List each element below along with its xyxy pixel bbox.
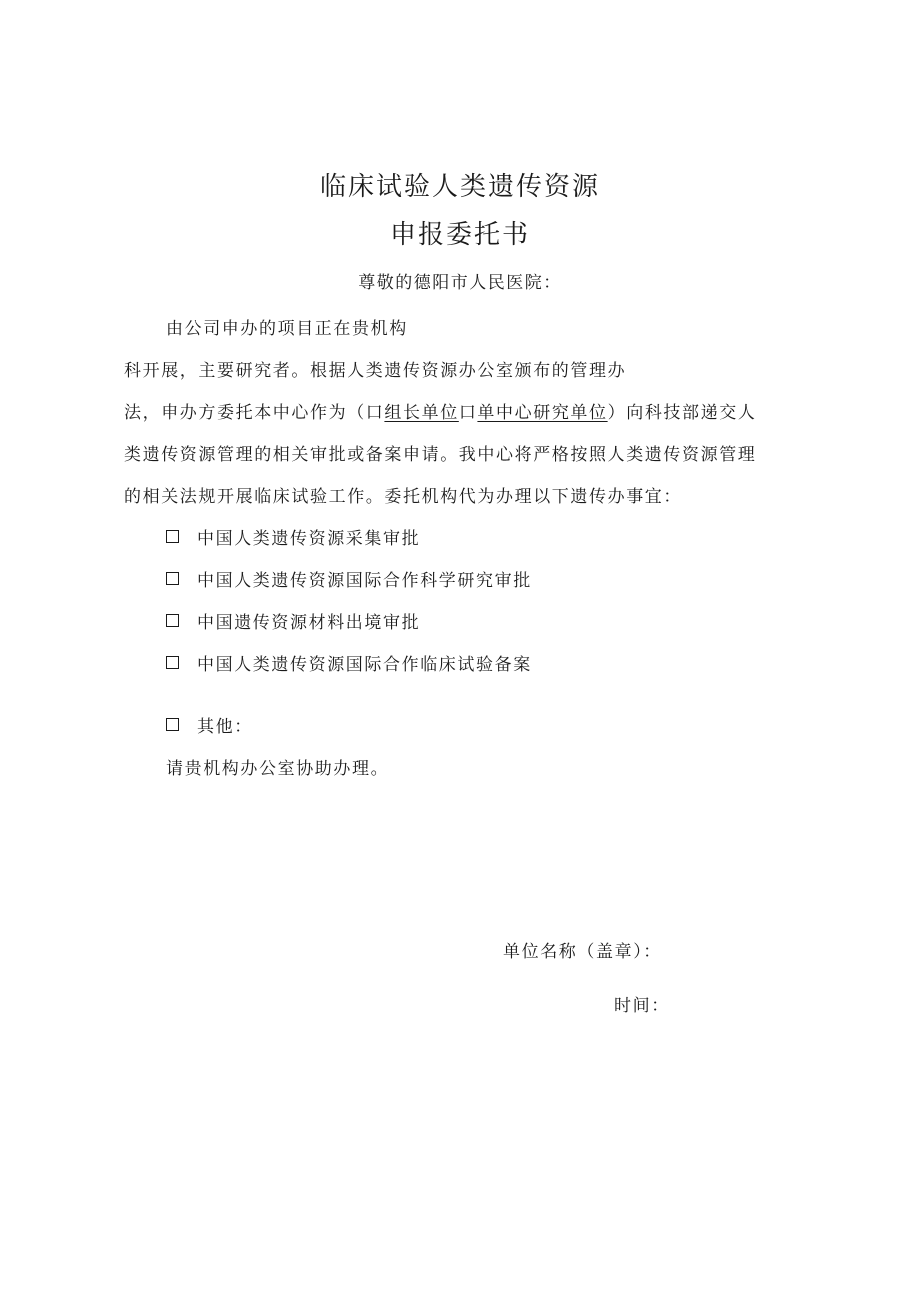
paragraph-line-3-prefix: 法，申办方委托本中心作为（口	[124, 403, 385, 423]
option-label: 中国遗传资源材料出境审批	[197, 613, 421, 633]
checkbox-icon[interactable]	[166, 614, 179, 627]
option-label: 中国人类遗传资源国际合作科学研究审批	[197, 571, 532, 591]
signature-unit-label: 单位名称（盖章）：	[503, 942, 662, 962]
option-label-other: 其他：	[197, 717, 253, 737]
checkbox-icon[interactable]	[166, 718, 179, 731]
salutation: 尊敬的德阳市人民医院：	[358, 273, 562, 293]
option-label: 中国人类遗传资源国际合作临床试验备案	[197, 655, 532, 675]
document-subtitle: 申报委托书	[389, 220, 530, 250]
signature-time-label: 时间：	[614, 996, 670, 1016]
checkbox-icon[interactable]	[166, 572, 179, 585]
leader-unit-option: 组长单位	[384, 403, 459, 423]
document-title: 临床试验人类遗传资源	[319, 172, 600, 202]
checkbox-icon[interactable]	[166, 656, 179, 669]
paragraph-line-1: 由公司申办的项目正在贵机构	[166, 319, 408, 339]
paragraph-line-3-suffix: ）向科技部递交人	[607, 403, 757, 423]
paragraph-line-5: 的相关法规开展临床试验工作。委托机构代为办理以下遗传办事宜：	[124, 487, 682, 507]
option-item	[166, 524, 420, 549]
option-item-other	[166, 712, 253, 737]
closing-line: 请贵机构办公室协助办理。	[166, 759, 390, 779]
checkbox-icon[interactable]	[166, 530, 179, 543]
option-label: 中国人类遗传资源采集审批	[197, 529, 421, 549]
paragraph-line-4: 类遗传资源管理的相关审批或备案申请。我中心将严格按照人类遗传资源管理	[124, 445, 757, 465]
option-item	[166, 608, 420, 633]
paragraph-line-2: 科开展，主要研究者。根据人类遗传资源办公室颁布的管理办	[124, 361, 627, 381]
paragraph-line-3-mid: 口	[458, 403, 478, 423]
option-item	[166, 650, 532, 675]
single-center-unit-option: 单中心研究单位	[477, 403, 608, 423]
option-item	[166, 566, 532, 591]
paragraph-line-3	[124, 398, 756, 423]
